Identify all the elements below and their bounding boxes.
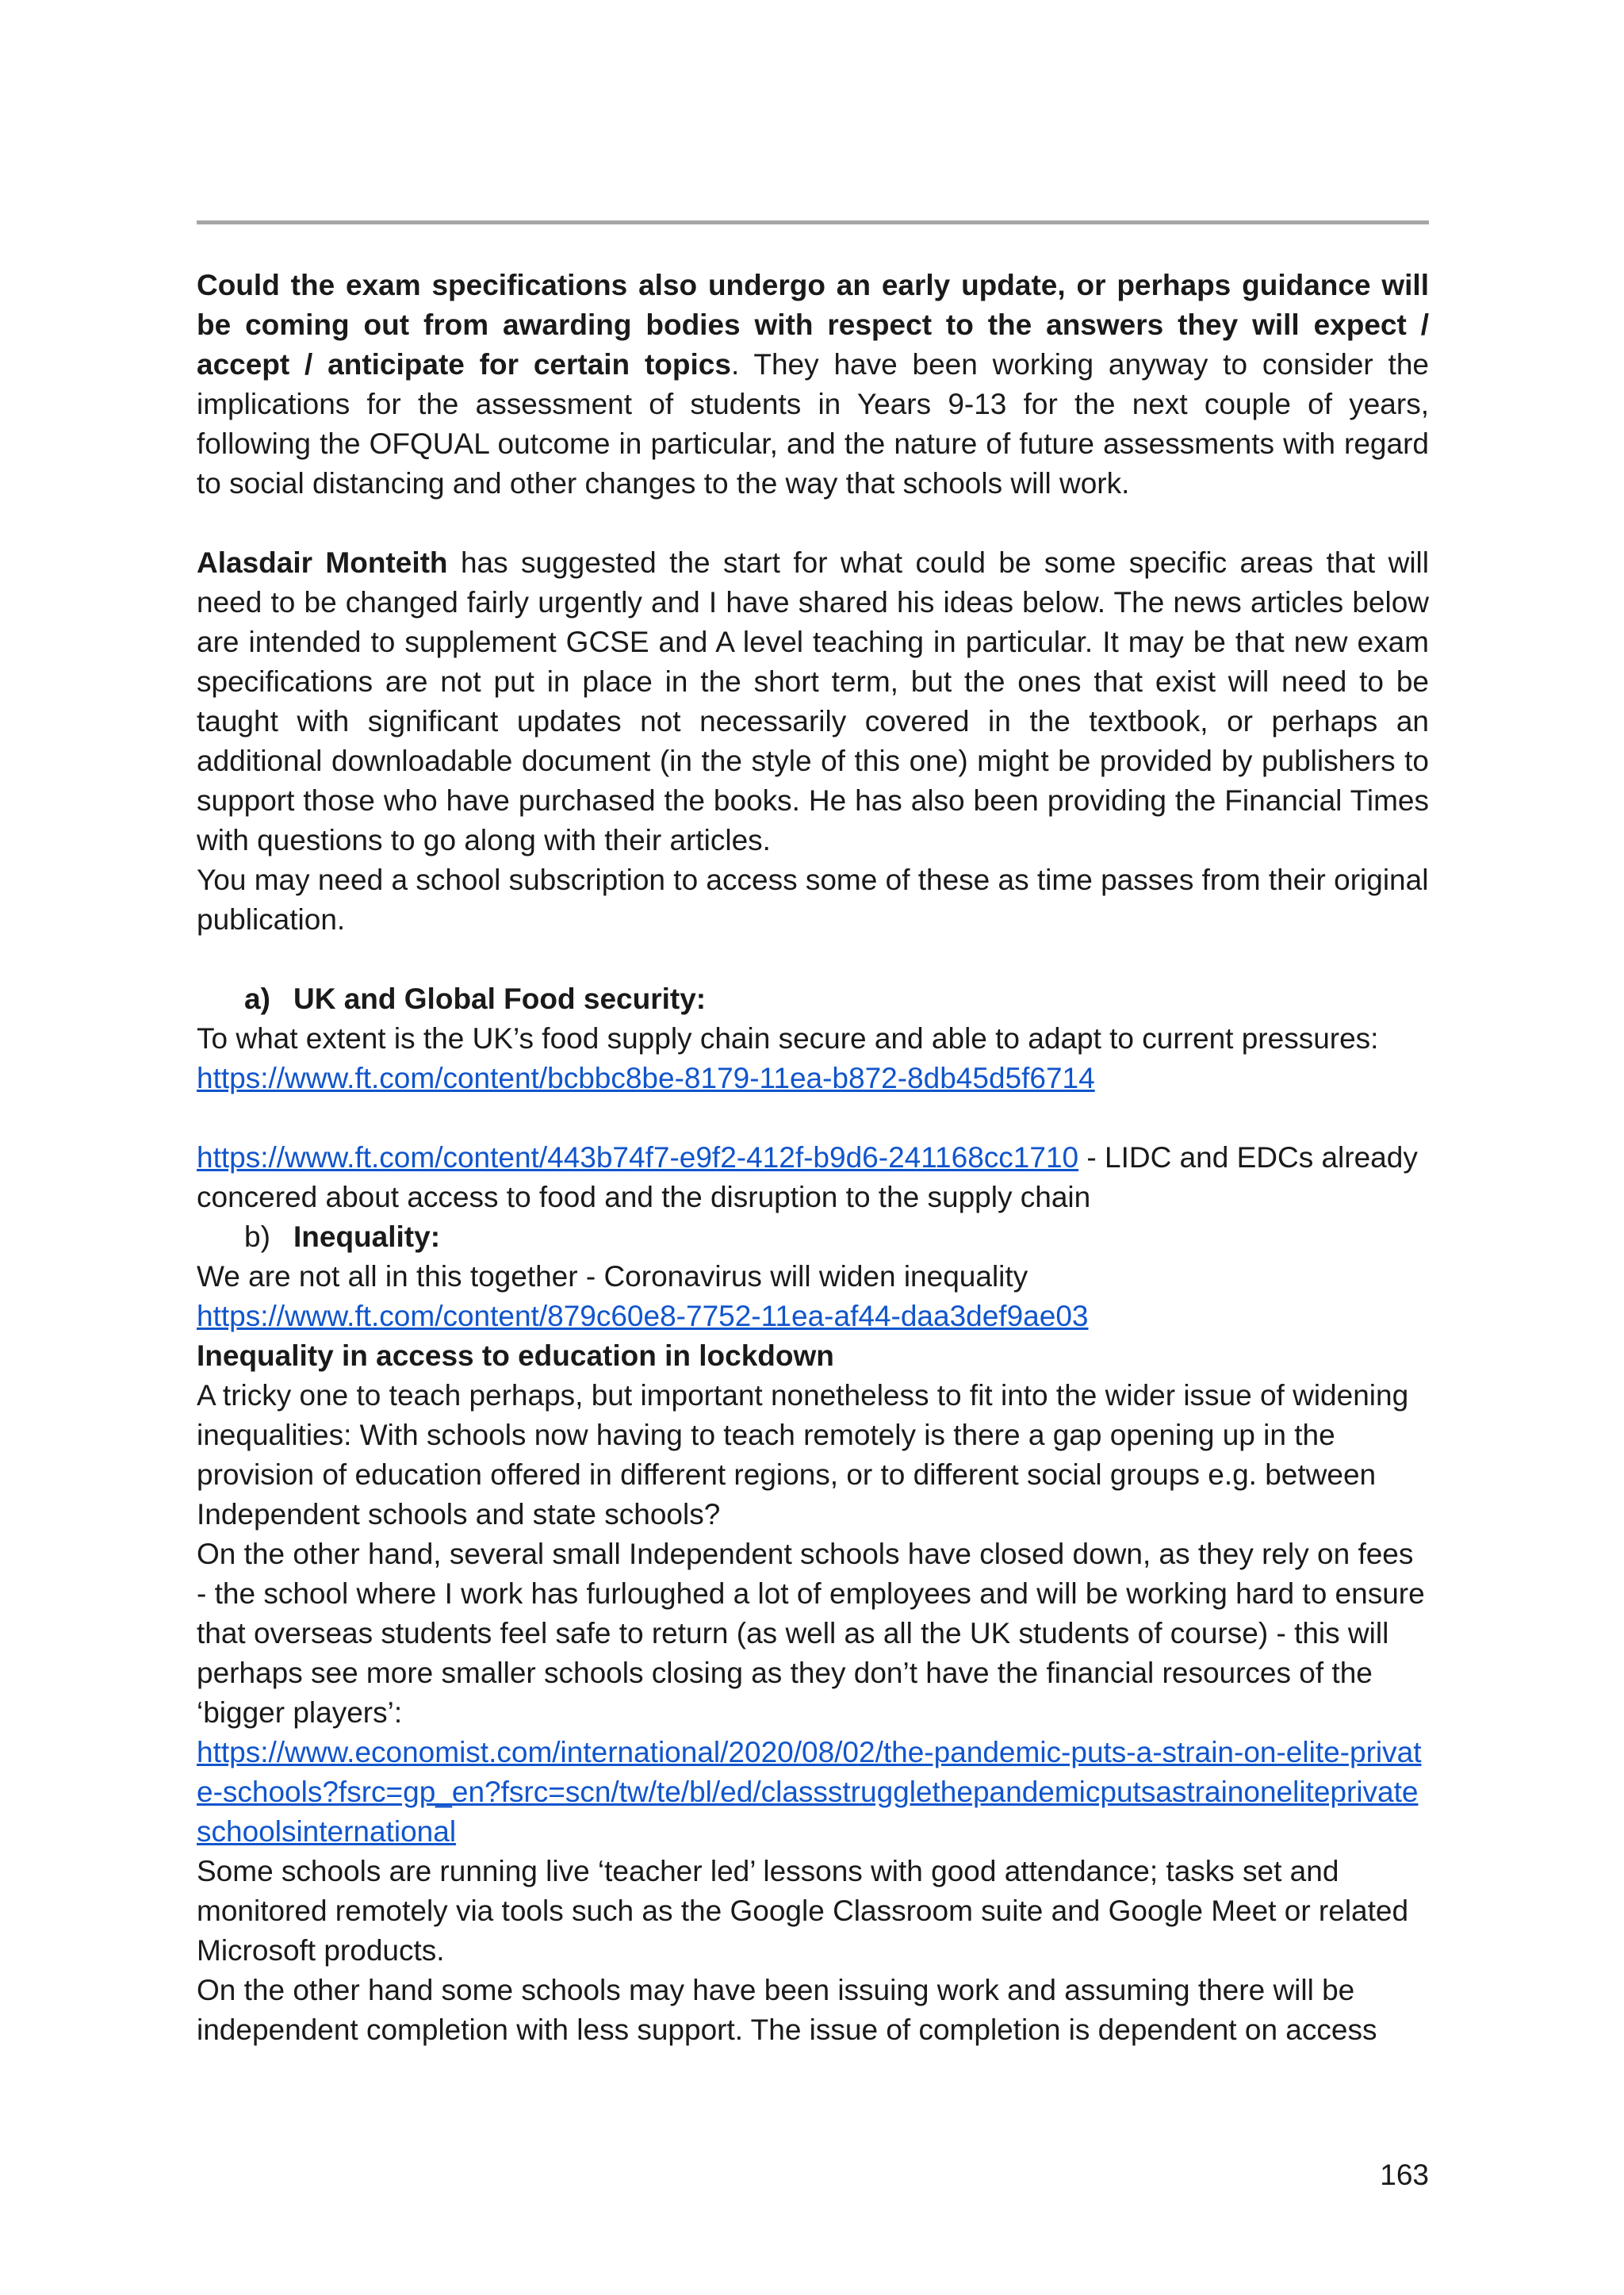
link-ft-food-supply[interactable]: https://www.ft.com/content/bcbbc8be-8179-11ea-b872-8db45d5f6714 [197,1062,1095,1094]
section-b-heading [197,1217,1429,1257]
link-description: - LIDC and EDCs already concered about access to food and the disruption to the supply chain [197,1141,1418,1213]
header-rule [197,220,1429,224]
bold-question: Could the exam specifications also undergo an early update, or perhaps guidance will be coming out from awarding bodies with respect to the answers they will expect / accept / anticipate for certain topics [197,269,1429,381]
section-title: Inequality: [293,1220,441,1253]
paragraph-issuing-work: On the other hand some schools may have been issuing work and assuming there will be independent completion with less support. The issue of completion is dependent on access [197,1974,1377,2046]
section-b-intro: We are not all in this together - Coronavirus will widen inequality [197,1260,1028,1293]
link-economist[interactable]: https://www.economist.com/international/2020/08/02/the-pandemic-puts-a-strain-on-elite-private-schools?fsrc=gp_en?fsrc=scn/tw/te/bl/ed/classstrugglethepandemicputsastrainonelitepriv‌ateschoolsinternational [197,1736,1422,1848]
paragraph-text: has suggested the start for what could be some specific areas that will need to be changed fairly urgently and I have shared his ideas below. The news articles below are intended to supplement GCSE and A level teaching in particular. It may be that new exam specifications are not put in place in the short term, but the ones that exist will need to be taught with significant updates not necessarily covered in the textbook, or perhaps an additional downloadable document (in the style of this one) might be provided by publishers to support those who have purchased the books. He has also been providing the Financial Times with questions to go along with their articles. [197,546,1429,856]
author-name: Alasdair Monteith [197,546,448,579]
paragraph-subscription: You may need a school subscription to access some of these as time passes from their original publication. [197,864,1429,936]
link-ft-inequality[interactable]: https://www.ft.com/content/879c60e8-7752-11ea-af44-daa3def9ae03 [197,1300,1089,1332]
subheading-education: Inequality in access to education in lockdown [197,1339,834,1372]
paragraph-live-lessons: Some schools are running live ‘teacher led’ lessons with good attendance; tasks set and monitored remotely via tools such as the Google Classroom suite and Google Meet or related Microsoft products. [197,1855,1409,1967]
list-marker: a) [244,983,270,1015]
document-body [197,266,1429,2050]
paragraph-exam-specifications [197,266,1429,504]
section-a-intro: To what extent is the UK’s food supply chain secure and able to adapt to current pressures: [197,1022,1379,1055]
list-marker: b) [244,1220,270,1253]
section-title: UK and Global Food security: [293,983,707,1015]
paragraph-independent-schools: On the other hand, several small Independent schools have closed down, as they rely on fees - the school where I work has furloughed a lot of employees and will be working hard to ensure that overseas students feel safe to return (as well as all the UK students of course) - this will perhaps see more smaller schools closing as they don’t have the financial resources of the ‘bigger players’: [197,1538,1425,1729]
link-ft-lidc[interactable]: https://www.ft.com/content/443b74f7-e9f2-412f-b9d6-241168cc1710 [197,1141,1079,1174]
section-a-heading [197,979,1429,1019]
paragraph-text: . They have been working anyway to consider the implications for the assessment of students in Years 9-13 for the next couple of years, following the OFQUAL outcome in particular, and the nature of future assessments with regard to social distancing and other changes to the way that schools will work. [197,348,1429,500]
paragraph-tricky: A tricky one to teach perhaps, but important nonetheless to fit into the wider issue of widening inequalities: With schools now having to teach remotely is there a gap opening up in the provision of education offered in different regions, or to different social groups e.g. between Independent schools and state schools? [197,1379,1409,1531]
paragraph-monteith [197,543,1429,860]
page-number: 163 [1380,2159,1429,2191]
